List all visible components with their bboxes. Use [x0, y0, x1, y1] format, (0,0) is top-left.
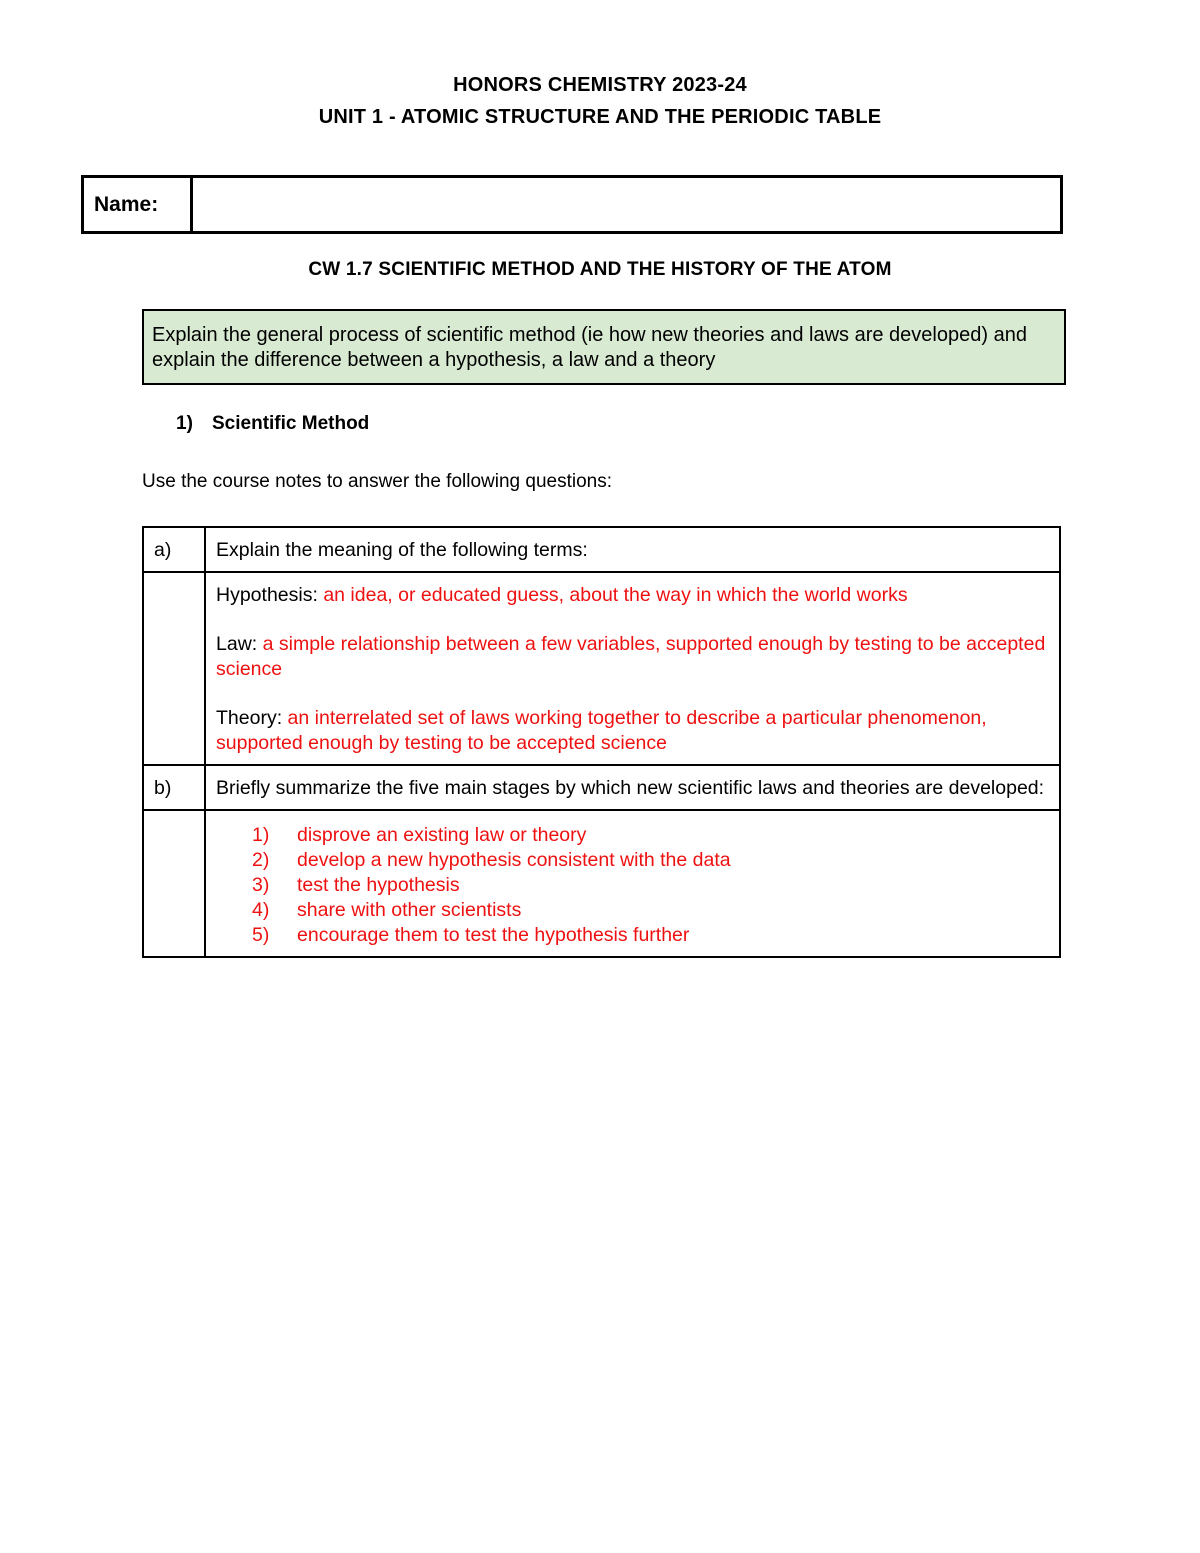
answer-row-a: [143, 572, 1060, 765]
section-title: Scientific Method: [212, 413, 370, 434]
question-prompt-b: Briefly summarize the five main stages by which new scientific laws and theories are developed:: [205, 765, 1060, 810]
course-title: HONORS CHEMISTRY 2023-24: [453, 74, 747, 96]
definition-hypothesis: [216, 583, 1049, 608]
answer-label-cell-b: [143, 810, 205, 957]
question-row-b: [143, 765, 1060, 810]
question-label-b: b): [143, 765, 205, 810]
name-label: Name:: [84, 178, 193, 231]
unit-title: UNIT 1 - ATOMIC STRUCTURE AND THE PERIODIC TABLE: [318, 106, 882, 128]
definition-theory: [216, 706, 1049, 756]
definition-law: [216, 632, 1049, 682]
term-answer: an idea, or educated guess, about the way in which the world works: [323, 584, 908, 606]
term-label: Law:: [216, 633, 258, 655]
answer-label-cell-a: [143, 572, 205, 765]
objective-text: Explain the general process of scientific method (ie how new theories and laws are developed) and explain the difference between a hypothesis, a law and a theory: [152, 324, 1027, 371]
answer-cell-a: [205, 572, 1060, 765]
question-prompt-a: Explain the meaning of the following terms:: [205, 527, 1060, 572]
term-label: Hypothesis:: [216, 584, 318, 606]
term-label: Theory:: [216, 707, 283, 729]
name-box: [81, 175, 1063, 234]
list-item: 3) test the hypothesis: [252, 874, 460, 896]
section-number: 1): [176, 413, 193, 434]
term-answer: a simple relationship between a few variables, supported enough by testing to be accepted science: [216, 633, 1046, 680]
name-field[interactable]: [193, 178, 1060, 231]
list-item: 4) share with other scientists: [252, 899, 522, 921]
question-row-a: [143, 527, 1060, 572]
answer-row-b: [143, 810, 1060, 957]
instructions: Use the course notes to answer the following questions:: [142, 471, 612, 492]
list-item: 5) encourage them to test the hypothesis further: [252, 924, 690, 946]
objective-box: [142, 309, 1066, 385]
stages-list: [216, 823, 1049, 948]
section-heading: [176, 413, 369, 435]
list-item: 1) disprove an existing law or theory: [252, 824, 587, 846]
answer-cell-b: [205, 810, 1060, 957]
question-table: [142, 526, 1061, 958]
question-label-a: a): [143, 527, 205, 572]
assignment-title: CW 1.7 SCIENTIFIC METHOD AND THE HISTORY OF THE ATOM: [308, 259, 892, 280]
term-answer: an interrelated set of laws working together to describe a particular phenomenon, supported enough by testing to be accepted science: [216, 707, 987, 754]
list-item: 2) develop a new hypothesis consistent with the data: [252, 849, 731, 871]
